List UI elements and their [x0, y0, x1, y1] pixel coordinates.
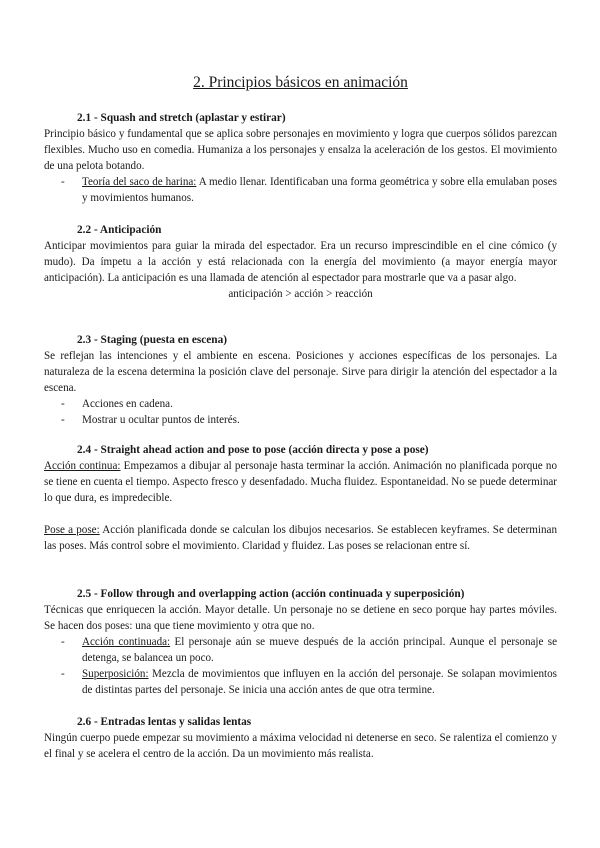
list-item	[44, 666, 557, 698]
term-text: El personaje aún se mueve después de la acción principal. Aunque el personaje se detenga, se balancea un poco.	[82, 636, 557, 664]
term-label: Pose a pose:	[44, 524, 100, 536]
section-heading: 2.2 - Anticipación	[77, 224, 162, 236]
term-text: A medio llenar. Identificaban una forma geométrica y sobre ella emulaban poses y movimientos humanos.	[82, 176, 557, 204]
page-title: 2. Principios básicos en animación	[193, 74, 408, 91]
section-body: Ningún cuerpo puede empezar su movimiento a máxima velocidad ni detenerse en seco. Se ralentiza el comienzo y el final y se acelera el centro de la acción. Da un movimiento más realista.	[44, 732, 557, 760]
section-squash-stretch	[44, 110, 557, 206]
list-item: - Acciones en cadena.	[44, 396, 557, 412]
section-straight-ahead	[44, 442, 557, 554]
term-text: Empezamos a dibujar al personaje hasta terminar la acción. Animación no planificada porque no se tiene en cuenta el tiempo. Aspecto fresco y desenfadado. Mucha fluidez. Espontaneidad. No se puede determinar lo que dura, es impredecible.	[44, 460, 557, 504]
term-text: Acción planificada donde se calculan los dibujos necesarios. Se establecen keyframes. Se determinan las poses. Más control sobre el movimiento. Claridad y fluidez. Las poses se relacionan entre sí.	[44, 524, 557, 552]
section-heading: 2.6 - Entradas lentas y salidas lentas	[77, 716, 252, 728]
paragraph-accion-continua	[44, 458, 557, 506]
list-item	[44, 174, 557, 206]
section-staging	[44, 332, 557, 428]
section-body: Anticipar movimientos para guiar la mirada del espectador. Era un recurso imprescindible en el cine cómico (y mudo). Da ímpetu a la acción y está relacionada con la energía del movimiento (a mayor energía mayor anticipación). La anticipación es una llamada de atención al espectador para mostrarle que va a pasar algo.	[44, 240, 557, 284]
section-body: Técnicas que enriquecen la acción. Mayor detalle. Un personaje no se detiene en seco porque hay partes móviles. Se hacen dos poses: una que tiene movimiento y otra que no.	[44, 604, 557, 632]
section-heading: 2.3 - Staging (puesta en escena)	[77, 334, 227, 346]
list-item: - Mostrar u ocultar puntos de interés.	[44, 412, 557, 428]
section-heading: 2.5 - Follow through and overlapping action (acción continuada y superposición)	[77, 588, 465, 600]
bullet-list	[44, 634, 557, 698]
paragraph-pose-a-pose	[44, 522, 557, 554]
section-body: Principio básico y fundamental que se aplica sobre personajes en movimiento y logra que cuerpos sólidos parezcan flexibles. Mucho uso en comedia. Humaniza a los personajes y ensalza la aceleración de los gestos. El movimiento de una pelota botando.	[44, 128, 557, 172]
bullet-list	[44, 396, 557, 428]
section-body: Se reflejan las intenciones y el ambiente en escena. Posiciones y acciones específicas de los personajes. La naturaleza de la escena determina la posición clave del personaje. Sirve para dirigir la atención del espectador a la escena.	[44, 350, 557, 394]
formula: anticipación > acción > reacción	[228, 288, 373, 300]
section-anticipacion	[44, 222, 557, 302]
term-text: Mezcla de movimientos que influyen en la acción del personaje. Se solapan movimientos de distintas partes del personaje. Se inicia una acción antes de que otra termine.	[82, 668, 557, 696]
section-heading: 2.4 - Straight ahead action and pose to pose (acción directa y pose a pose)	[77, 444, 429, 456]
section-heading: 2.1 - Squash and stretch (aplastar y estirar)	[77, 112, 286, 124]
section-entradas-salidas	[44, 714, 557, 762]
term-label: Acción continua:	[44, 460, 121, 472]
bullet-list	[44, 174, 557, 206]
list-item	[44, 634, 557, 666]
section-follow-through	[44, 586, 557, 698]
term-label: Teoría del saco de harina:	[82, 176, 197, 188]
term-label: Superposición:	[82, 668, 149, 680]
term-label: Acción continuada:	[82, 636, 171, 648]
